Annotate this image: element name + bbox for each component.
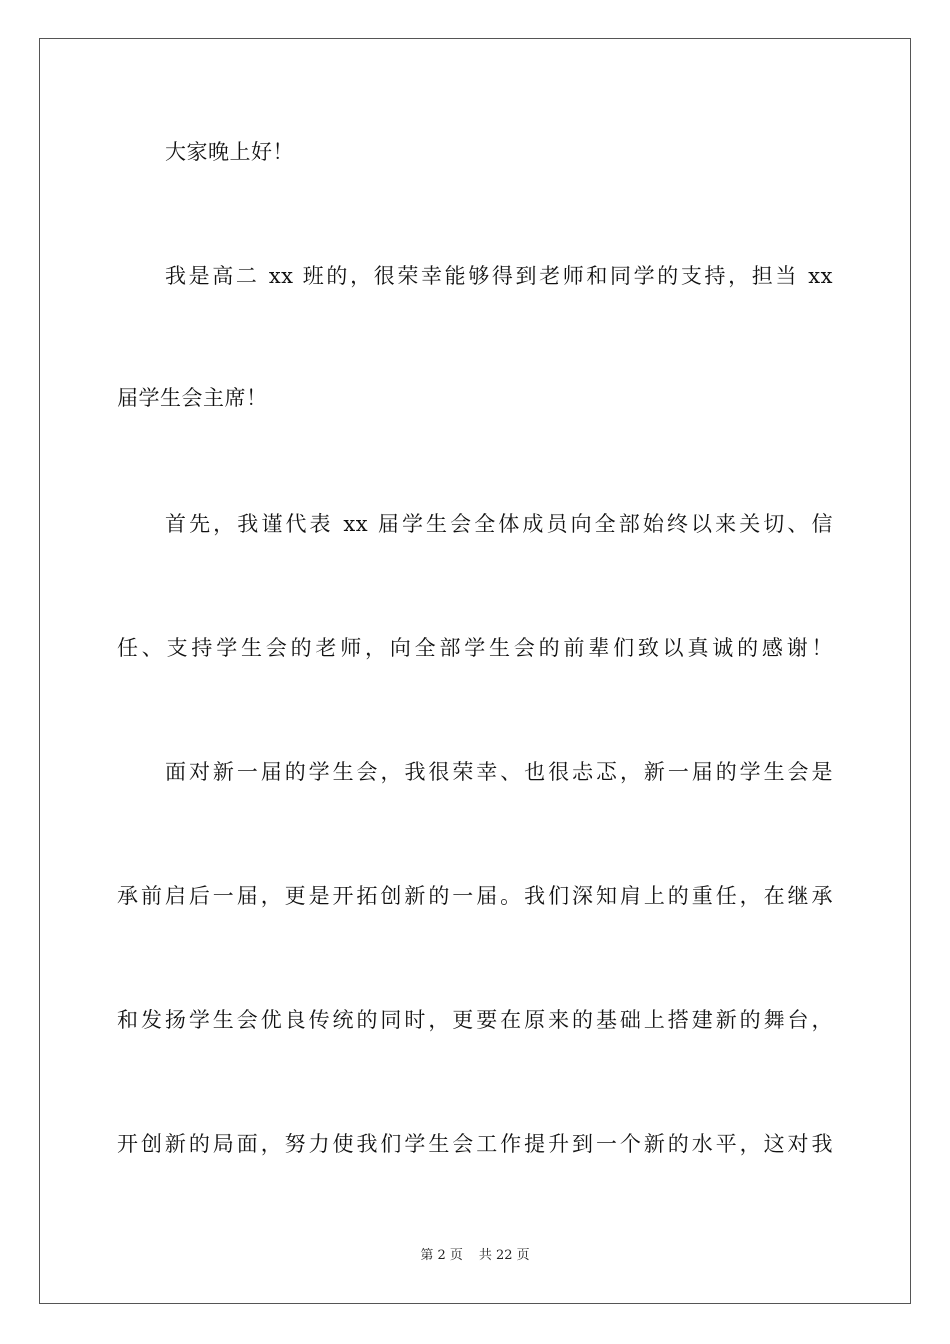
paragraph-line: 和发扬学生会优良传统的同时，更要在原来的基础上搭建新的舞台， [117,1008,833,1032]
paragraph-line-greeting: 大家晚上好！ [165,140,294,164]
paragraph-line: 承前启后一届，更是开拓创新的一届。我们深知肩上的重任，在继承 [117,884,833,908]
paragraph-line: 届学生会主席！ [117,386,268,410]
paragraph-line: 任、支持学生会的老师，向全部学生会的前辈们致以真诚的感谢！ [117,636,833,660]
page-number: 第 2 页 [420,1248,463,1263]
page-footer [0,1247,950,1265]
page-total: 共 22 页 [478,1248,530,1263]
page-frame [39,38,911,1304]
paragraph-line: 我是高二 xx 班的，很荣幸能够得到老师和同学的支持，担当 xx [165,264,833,288]
paragraph-line: 开创新的局面，努力使我们学生会工作提升到一个新的水平，这对我 [117,1132,833,1156]
paragraph-line: 首先，我谨代表 xx 届学生会全体成员向全部始终以来关切、信 [165,512,833,536]
paragraph-line: 面对新一届的学生会，我很荣幸、也很忐忑，新一届的学生会是 [165,760,833,784]
